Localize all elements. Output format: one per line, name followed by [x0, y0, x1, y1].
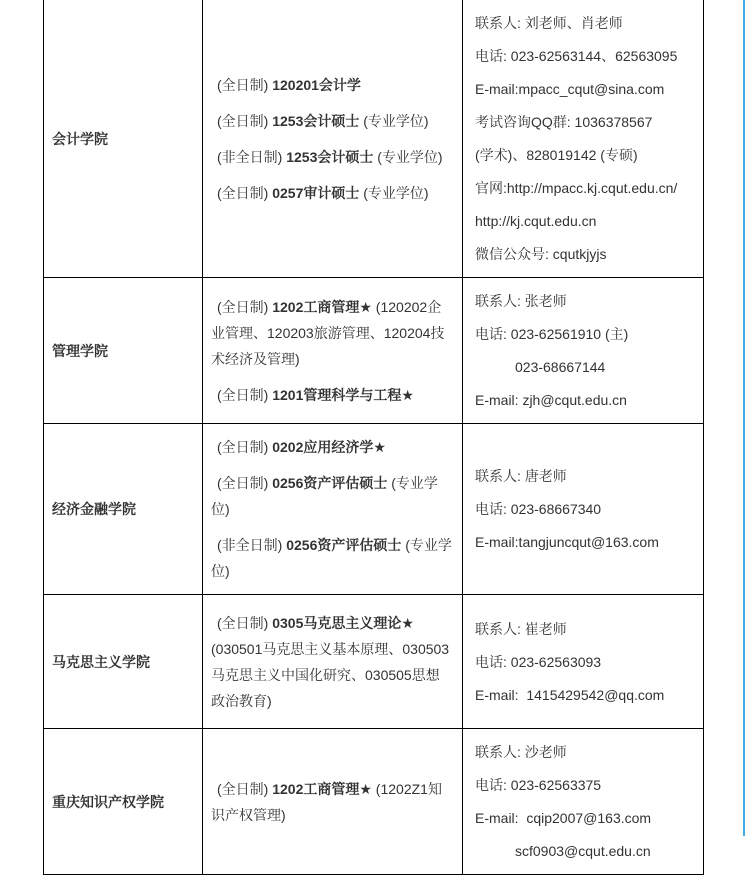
- program-mode: (全日制): [217, 780, 273, 797]
- program-title: 0305马克思主义理论★: [272, 614, 414, 631]
- program-note: (专业学位): [373, 148, 443, 165]
- school-name: 管理学院: [52, 342, 108, 359]
- program-title: 0257审计硕士: [272, 184, 360, 201]
- school-name: 经济金融学院: [52, 501, 136, 517]
- table-row: [44, 0, 704, 278]
- program-title: 1253会计硕士: [286, 148, 374, 165]
- program-item: [211, 294, 452, 372]
- contact-line: 023-68667144: [515, 359, 606, 375]
- program-mode: (全日制): [217, 439, 273, 455]
- programs-cell: [203, 424, 463, 595]
- table-row: [44, 424, 704, 595]
- contact-line: 联系人: 崔老师: [475, 620, 567, 637]
- program-item: [211, 776, 452, 828]
- program-title: 120201会计学: [272, 76, 361, 93]
- program-title: 1253会计硕士: [272, 112, 360, 129]
- contact-line: 联系人: 张老师: [475, 293, 567, 309]
- contact-line: (学术)、828019142 (专硕): [475, 147, 638, 163]
- admissions-table-body: [44, 0, 704, 875]
- contact-line: 电话: 023-62563144、62563095: [475, 48, 678, 64]
- contact-line: 电话: 023-62563093: [475, 653, 602, 670]
- program-title: 0202应用经济学★: [272, 439, 386, 455]
- program-mode: (全日制): [217, 298, 273, 315]
- program-mode: (全日制): [217, 386, 273, 403]
- program-item: [211, 470, 452, 522]
- contact-line: 微信公众号: cqutkjyjs: [475, 246, 607, 262]
- school-cell: [44, 729, 203, 875]
- school-name: 马克思主义学院: [52, 653, 150, 670]
- program-note: (专业学位): [359, 184, 429, 201]
- program-note: (专业学位): [211, 475, 438, 517]
- program-note: (专业学位): [211, 537, 452, 579]
- program-mode: (全日制): [217, 184, 273, 201]
- contact-line: 联系人: 唐老师: [475, 468, 567, 484]
- program-mode: (全日制): [217, 76, 273, 93]
- contact-line: 电话: 023-62561910 (主): [475, 326, 629, 342]
- contact-line: E-mail: cqip2007@163.com: [475, 810, 652, 826]
- contact-line: 电话: 023-62563375: [475, 777, 602, 793]
- program-title: 0256资产评估硕士: [272, 475, 388, 491]
- contact-line: http://kj.cqut.edu.cn: [475, 213, 597, 229]
- table-row: [44, 278, 704, 424]
- programs-cell: [203, 595, 463, 729]
- program-item: [211, 108, 452, 134]
- school-name: 重庆知识产权学院: [52, 793, 164, 810]
- program-mode: (全日制): [217, 112, 273, 129]
- contact-cell: [463, 729, 704, 875]
- program-mode: (全日制): [217, 614, 273, 631]
- programs-cell: [203, 0, 463, 278]
- program-item: [211, 72, 452, 98]
- program-title: 1202工商管理★: [272, 298, 372, 315]
- contact-line: 官网:http://mpacc.kj.cqut.edu.cn/: [475, 180, 678, 196]
- school-cell: [44, 278, 203, 424]
- program-item: [211, 532, 452, 584]
- page-right-accent-line: [743, 0, 745, 836]
- program-item: [211, 434, 452, 460]
- program-item: [211, 144, 452, 170]
- contact-cell: [463, 595, 704, 729]
- contact-line: 电话: 023-68667340: [475, 501, 602, 517]
- table-row: [44, 729, 704, 875]
- school-cell: [44, 424, 203, 595]
- school-cell: [44, 595, 203, 729]
- program-item: [211, 382, 452, 408]
- program-mode: (全日制): [217, 475, 273, 491]
- program-title: 1201管理科学与工程★: [272, 386, 414, 403]
- programs-cell: [203, 278, 463, 424]
- program-note: (120202企业管理、120203旅游管理、120204技术经济及管理): [211, 298, 445, 367]
- programs-cell: [203, 729, 463, 875]
- contact-line: E-mail:tangjuncqut@163.com: [475, 534, 659, 550]
- contact-line: scf0903@cqut.edu.cn: [515, 843, 651, 859]
- program-note: (1202Z1知识产权管理): [211, 780, 442, 823]
- table-row: [44, 595, 704, 729]
- contact-line: 联系人: 刘老师、肖老师: [475, 15, 623, 31]
- contact-line: E-mail: zjh@cqut.edu.cn: [475, 392, 627, 408]
- contact-cell: [463, 0, 704, 278]
- program-title: 0256资产评估硕士: [286, 537, 402, 553]
- contact-cell: [463, 424, 704, 595]
- contact-line: E-mail: 1415429542@qq.com: [475, 686, 665, 703]
- contact-cell: [463, 278, 704, 424]
- program-item: [211, 610, 452, 714]
- school-cell: [44, 0, 203, 278]
- contact-line: 联系人: 沙老师: [475, 744, 567, 760]
- contact-line: 考试咨询QQ群: 1036378567: [475, 114, 653, 130]
- program-mode: (非全日制): [217, 148, 287, 165]
- program-title: 1202工商管理★: [272, 780, 372, 797]
- program-note: (专业学位): [359, 112, 429, 129]
- program-item: [211, 180, 452, 206]
- admissions-table: [43, 0, 704, 875]
- contact-line: E-mail:mpacc_cqut@sina.com: [475, 81, 665, 97]
- school-name: 会计学院: [52, 130, 108, 147]
- program-mode: (非全日制): [217, 537, 287, 553]
- program-note: (030501马克思主义基本原理、030503马克思主义中国化研究、030505思想政治教育): [211, 640, 450, 709]
